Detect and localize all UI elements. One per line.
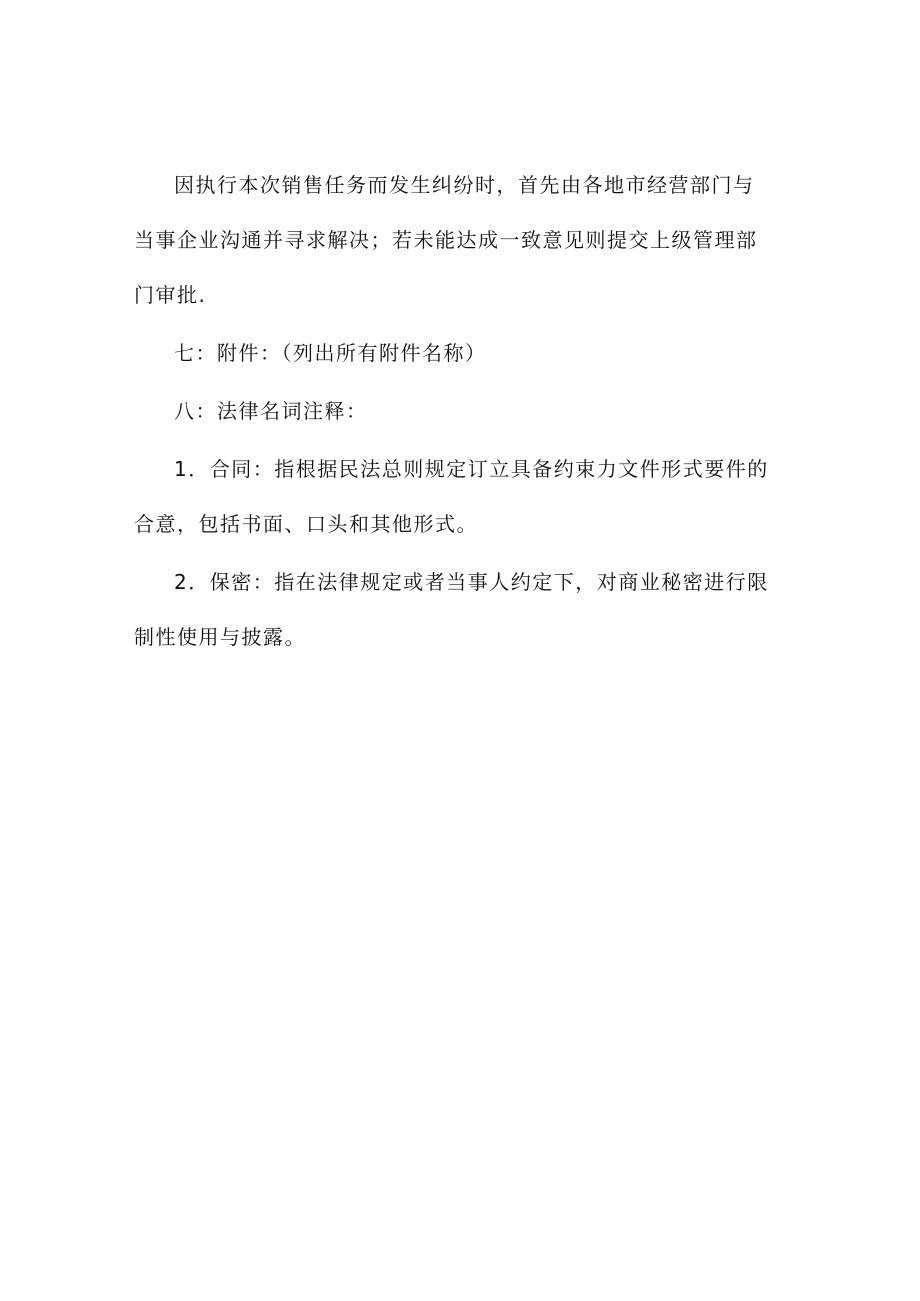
document-body <box>134 158 774 665</box>
paragraph-term-contract: 1．合同：指根据民法总则规定订立具备约束力文件形式要件的合意，包括书面、口头和其他形式。 <box>134 457 769 536</box>
paragraph-attachments: 七：附件：（列出所有附件名称） <box>174 341 487 365</box>
paragraph-legal-terms-heading: 八：法律名词注释： <box>174 399 368 423</box>
paragraph-dispute-resolution: 因执行本次销售任务而发生纠纷时，首先由各地市经营部门与当事企业沟通并寻求解决；若未能达成一致意见则提交上级管理部门审批. <box>134 173 758 307</box>
paragraph-term-confidentiality: 2．保密：指在法律规定或者当事人约定下，对商业秘密进行限制性使用与披露。 <box>134 570 769 649</box>
